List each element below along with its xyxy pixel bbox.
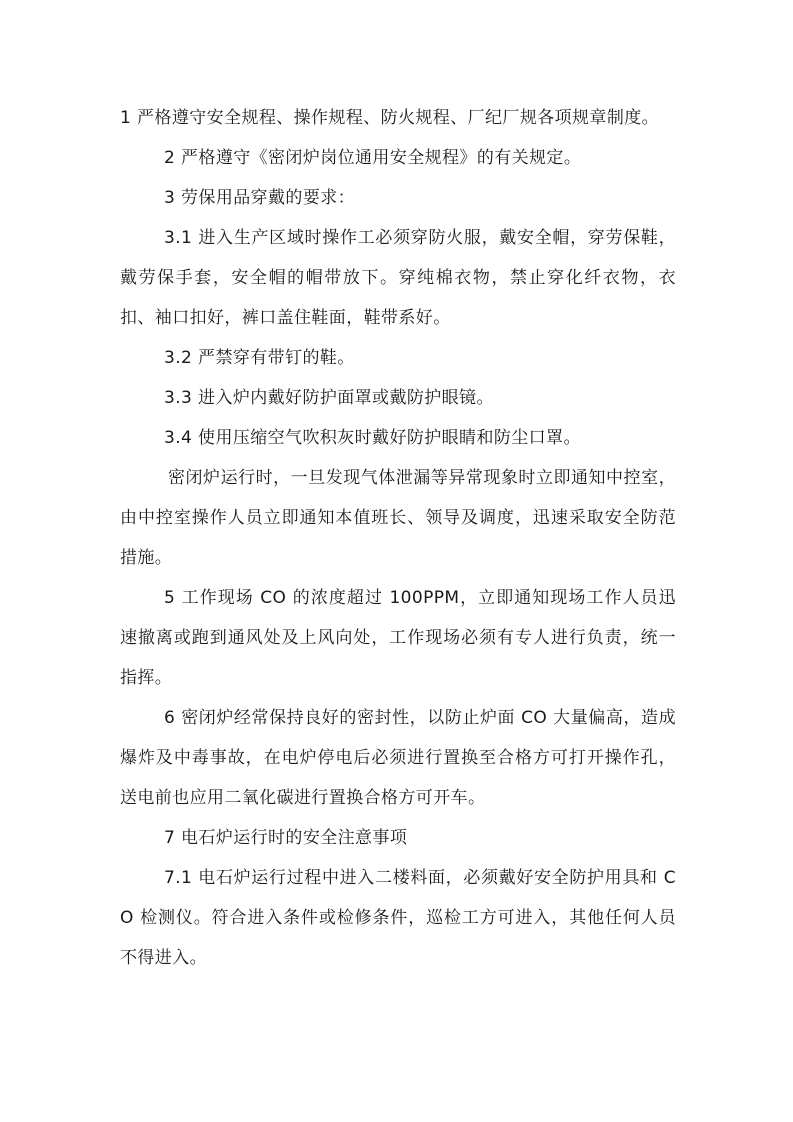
paragraph-3-2: 3.2 严禁穿有带钉的鞋。 — [164, 348, 355, 368]
paragraph-7-1: 7.1 电石炉运行过程中进入二楼料面，必须戴好安全防护用具和 CO 检测仪。符合进入条件或检修条件，巡检工方可进入，其他任何人员不得进入。 — [120, 868, 676, 968]
paragraph-3-3: 3.3 进入炉内戴好防护面罩或戴防护眼镜。 — [164, 388, 494, 408]
paragraph-7: 7 电石炉运行时的安全注意事项 — [164, 828, 408, 848]
paragraph-3-4: 3.4 使用压缩空气吹积灰时戴好防护眼睛和防尘口罩。 — [164, 428, 581, 448]
paragraph-1: 1 严格遵守安全规程、操作规程、防火规程、厂纪厂规各项规章制度。 — [120, 108, 660, 128]
paragraph-2: 2 严格遵守《密闭炉岗位通用安全规程》的有关规定。 — [164, 148, 582, 168]
paragraph-3-1: 3.1 进入生产区域时操作工必须穿防火服，戴安全帽，穿劳保鞋，戴劳保手套，安全帽的帽带放下。穿纯棉衣物，禁止穿化纤衣物，衣扣、袖口扣好，裤口盖住鞋面，鞋带系好。 — [120, 228, 676, 328]
paragraph-5: 5 工作现场 CO 的浓度超过 100PPM，立即通知现场工作人员迅速撤离或跑到通风处及上风向处，工作现场必须有专人进行负责，统一指挥。 — [120, 588, 676, 688]
paragraph-4: 密闭炉运行时，一旦发现气体泄漏等异常现象时立即通知中控室，由中控室操作人员立即通知本值班长、领导及调度，迅速采取安全防范措施。 — [120, 468, 676, 568]
document-body — [120, 98, 676, 978]
paragraph-3: 3 劳保用品穿戴的要求： — [164, 188, 356, 208]
paragraph-6: 6 密闭炉经常保持良好的密封性，以防止炉面 CO 大量偏高，造成爆炸及中毒事故，在电炉停电后必须进行置换至合格方可打开操作孔，送电前也应用二氧化碳进行置换合格方可开车。 — [120, 708, 676, 808]
